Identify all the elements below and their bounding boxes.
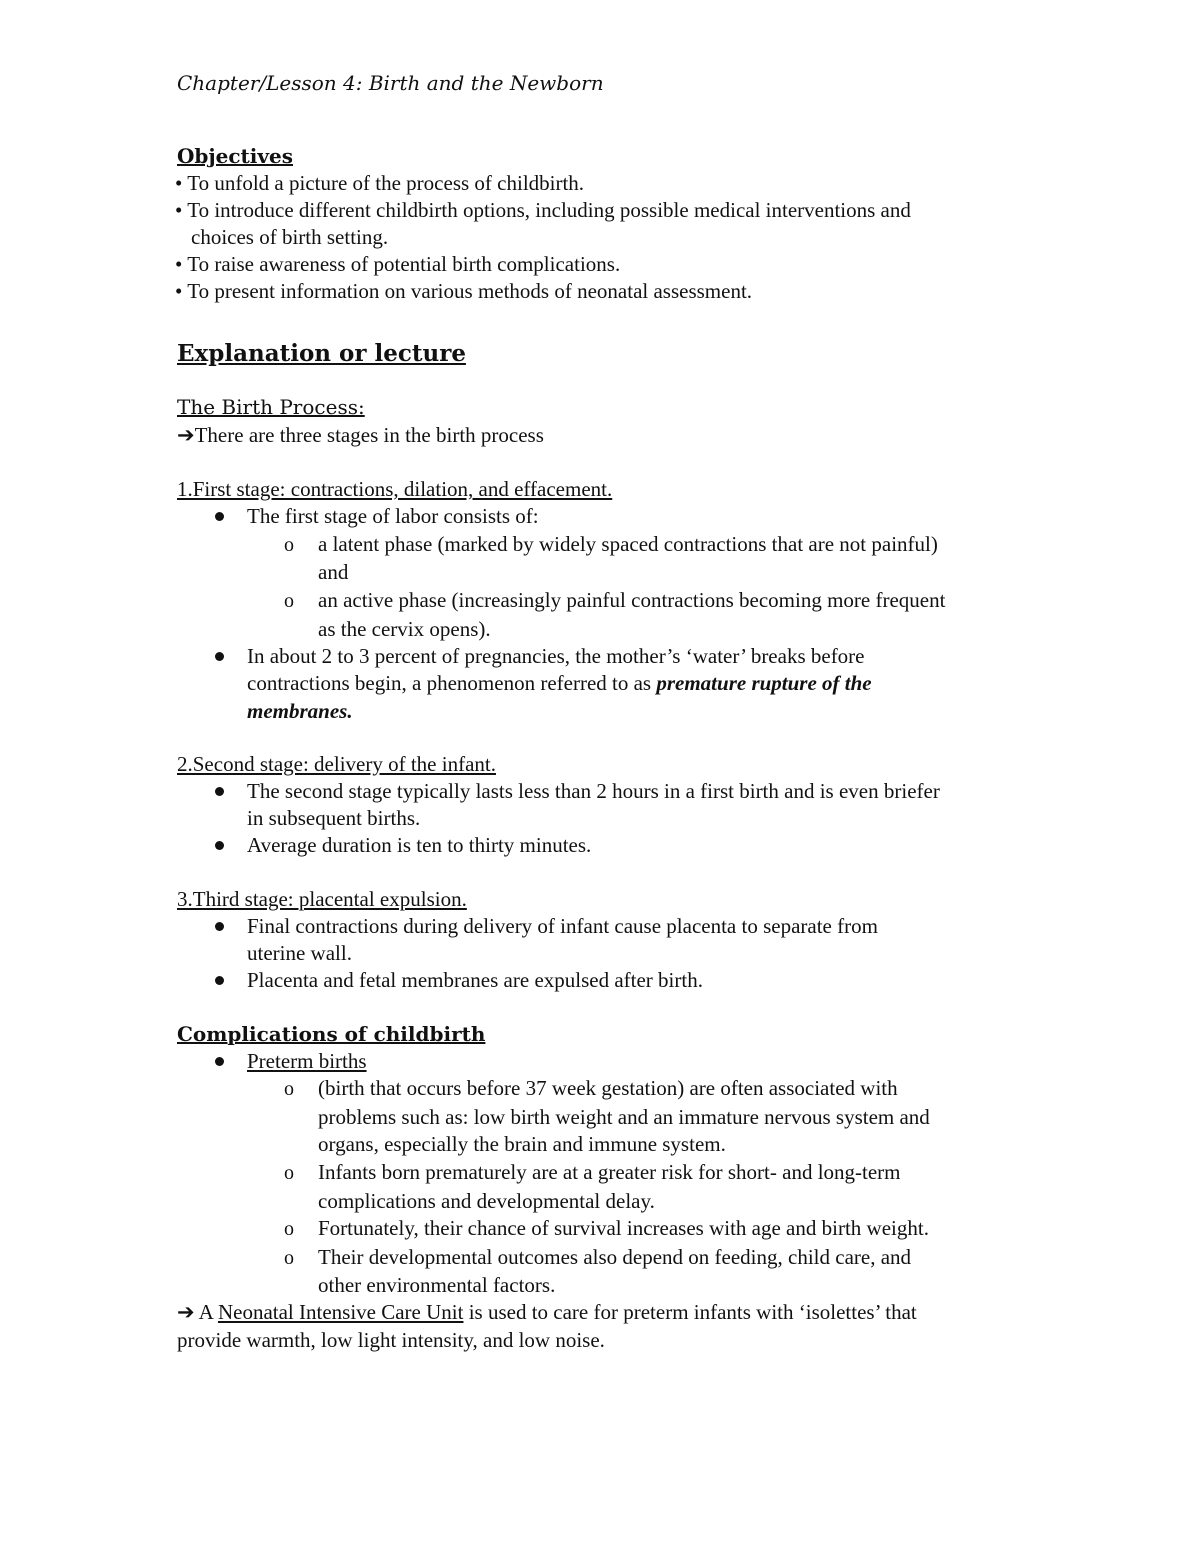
page-title: Chapter/Lesson 4: Birth and the Newborn [177,71,604,95]
preterm-births-label: Preterm births [247,1049,367,1073]
bullet-o-icon: o [284,1078,294,1100]
preterm-subitem: Their developmental outcomes also depend on feeding, child care, and [318,1245,912,1269]
objectives-heading: Objectives [177,144,293,168]
explanation-heading: Explanation or lecture [177,340,466,367]
bullet-icon [215,1057,224,1066]
bullet-o-icon: o [284,590,294,612]
bullet-icon [215,976,224,985]
stage2-bullet-continued: in subsequent births. [247,806,421,830]
preterm-subitem: Fortunately, their chance of survival increases with age and birth weight. [318,1216,929,1240]
bullet-icon [215,787,224,796]
arrow-right-icon: ➔ [177,423,195,447]
intro-text: There are three stages in the birth process [194,423,544,447]
bullet-o-icon: o [284,534,294,556]
stage2-bullet: Average duration is ten to thirty minutes. [247,833,592,857]
stage3-bullet: Placenta and fetal membranes are expulsed after birth. [247,968,703,992]
objective-item: • To raise awareness of potential birth complications. [175,252,621,276]
objective-item: • To present information on various methods of neonatal assessment. [175,279,753,303]
bullet-o-icon: o [284,1162,294,1184]
complications-heading: Complications of childbirth [177,1022,486,1046]
preterm-subitem-continued: organs, especially the brain and immune system. [318,1132,726,1156]
preterm-subitem-continued: other environmental factors. [318,1273,556,1297]
bullet-o-icon: o [284,1247,294,1269]
stage2-bullet: The second stage typically lasts less than 2 hours in a first birth and is even briefer [247,779,940,803]
stage3-bullet: Final contractions during delivery of infant cause placenta to separate from [247,914,878,938]
stage1-subitem: a latent phase (marked by widely spaced contractions that are not painful) [318,532,938,556]
stage2-heading: 2.Second stage: delivery of the infant. [177,752,496,776]
nicu-text: is used to care for preterm infants with ‘isolettes’ that [463,1300,917,1324]
bullet-icon [215,841,224,850]
objective-item: • To introduce different childbirth options, including possible medical interventions and [175,198,911,222]
emphasis-term-continued: membranes. [247,699,353,723]
stage1-subitem: an active phase (increasingly painful contractions becoming more frequent [318,588,946,612]
preterm-subitem-continued: problems such as: low birth weight and an immature nervous system and [318,1105,930,1129]
nicu-term: Neonatal Intensive Care Unit [217,1300,464,1324]
stage1-bullet-continued [247,673,872,694]
bullet-icon [215,512,224,521]
nicu-paragraph-continued: provide warmth, low light intensity, and low noise. [177,1328,605,1352]
objective-item: • To unfold a picture of the process of childbirth. [175,171,585,195]
preterm-subitem: (birth that occurs before 37 week gestation) are often associated with [318,1076,898,1100]
stage3-bullet-continued: uterine wall. [247,941,352,965]
bullet-icon [215,652,224,661]
birth-process-heading: The Birth Process: [177,395,365,419]
stage1-bullet: In about 2 to 3 percent of pregnancies, the mother’s ‘water’ breaks before [247,644,865,668]
stage1-subitem-continued: as the cervix opens). [318,617,491,641]
arrow-right-icon: ➔ A [177,1300,218,1324]
stage3-heading: 3.Third stage: placental expulsion. [177,887,467,911]
nicu-paragraph [177,1302,917,1323]
stage1-subitem-continued: and [318,560,349,584]
bullet-icon [215,922,224,931]
objective-item-continued: choices of birth setting. [191,225,389,249]
preterm-subitem: Infants born prematurely are at a greater risk for short- and long-term [318,1160,901,1184]
stage1-heading: 1.First stage: contractions, dilation, and effacement. [177,477,613,501]
preterm-subitem-continued: complications and developmental delay. [318,1189,655,1213]
emphasis-term: premature rupture of the [656,671,872,695]
birth-process-intro [177,425,544,446]
bullet-o-icon: o [284,1218,294,1240]
stage1-bullet-text: contractions begin, a phenomenon referred to as [247,671,657,695]
stage1-bullet: The first stage of labor consists of: [247,504,539,528]
